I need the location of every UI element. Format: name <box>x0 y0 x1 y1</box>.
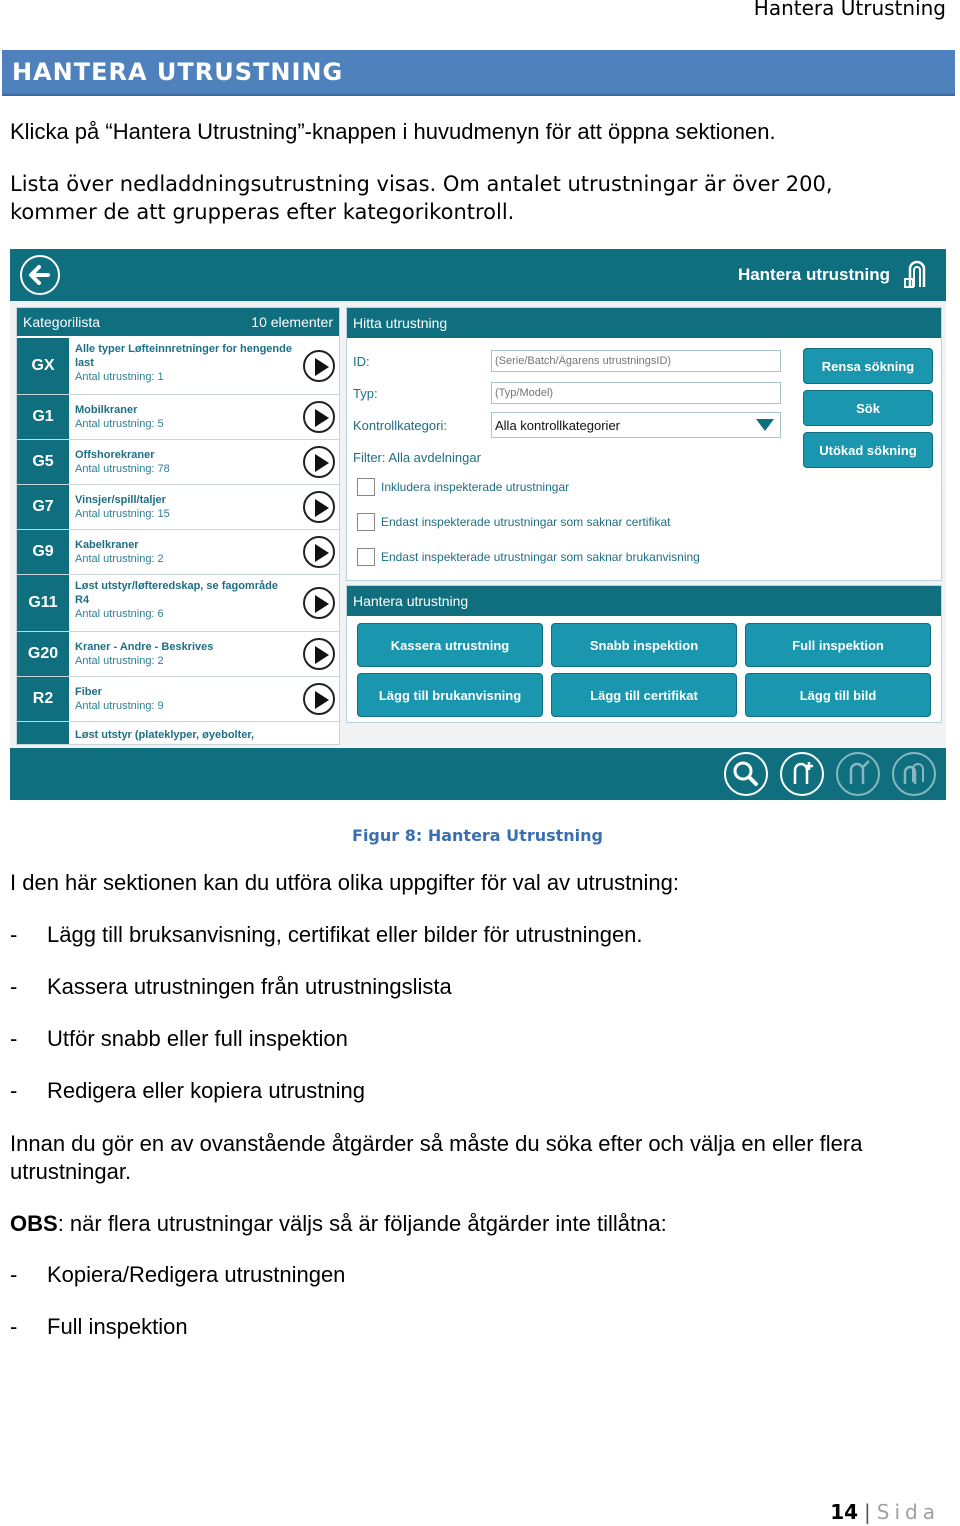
search-button[interactable]: Sök <box>803 390 933 426</box>
add-image-button[interactable]: Lägg till bild <box>745 673 931 717</box>
category-equipment-count: Antal utrustning: 1 <box>75 371 164 383</box>
checkbox-box[interactable] <box>357 513 375 531</box>
play-icon[interactable] <box>303 350 335 382</box>
category-list-header <box>17 308 339 336</box>
edit-equipment-icon[interactable] <box>836 752 880 796</box>
category-equipment-count: Antal utrustning: 5 <box>75 418 164 430</box>
category-code: G5 <box>17 440 69 484</box>
running-header: Hantera Utrustning <box>753 0 946 20</box>
copy-equipment-icon[interactable] <box>892 752 936 796</box>
manage-equipment-title: Hantera utrustning <box>353 593 469 609</box>
checkbox-missing-manual[interactable] <box>357 548 700 566</box>
type-label: Typ: <box>353 386 378 401</box>
app-screenshot <box>10 249 946 800</box>
play-icon[interactable] <box>303 401 335 433</box>
add-equipment-icon[interactable] <box>780 752 824 796</box>
category-code: G7 <box>17 485 69 529</box>
checkbox-box[interactable] <box>357 478 375 496</box>
bullet-dash: - <box>10 1078 18 1103</box>
checkbox-box[interactable] <box>357 548 375 566</box>
equipment-hook-icon <box>902 259 932 291</box>
full-inspection-button[interactable]: Full inspektion <box>745 623 931 667</box>
category-row[interactable] <box>17 440 339 485</box>
category-equipment-count: Antal utrustning: 6 <box>75 608 164 620</box>
play-icon[interactable] <box>303 683 335 715</box>
app-top-bar <box>10 249 946 301</box>
bullet-dash: - <box>10 974 18 999</box>
bullet-dash: - <box>10 1026 18 1051</box>
category-code: G1 <box>17 395 69 439</box>
intro-line-3: kommer de att grupperas efter kategorikontroll. <box>10 200 515 224</box>
app-title: Hantera utrustning <box>737 265 890 284</box>
quick-inspection-button[interactable]: Snabb inspektion <box>551 623 737 667</box>
control-category-label: Kontrollkategori: <box>353 418 447 433</box>
app-bottom-bar <box>10 748 946 800</box>
intro-line-2: Lista över nedladdningsutrustning visas. Om antalet utrustningar är över 200, <box>10 172 833 196</box>
find-equipment-panel <box>346 307 942 581</box>
category-name <box>75 493 295 521</box>
category-name-text: Løst utstyr/løfteredskap, se fagområde R4 <box>75 580 278 606</box>
category-name <box>75 640 295 668</box>
id-input[interactable] <box>491 350 781 372</box>
find-equipment-header <box>347 308 941 338</box>
checkbox-label: Endast inspekterade utrustningar som saknar brukanvisning <box>381 550 700 564</box>
category-name-text: Kraner - Andre - Beskrives <box>75 641 214 653</box>
section-title-bar <box>2 50 955 96</box>
discard-equipment-button[interactable]: Kassera utrustning <box>357 623 543 667</box>
category-code <box>17 722 69 745</box>
category-name-text: Alle typer Løfteinnretninger for hengende last <box>75 343 292 369</box>
category-name <box>75 448 295 476</box>
task-text: Utför snabb eller full inspektion <box>47 1026 348 1051</box>
category-row[interactable] <box>17 722 339 745</box>
play-icon[interactable] <box>303 536 335 568</box>
category-name-text: Kabelkraner <box>75 539 139 551</box>
body-intro: I den här sektionen kan du utföra olika uppgifter för val av utrustning: <box>10 870 679 895</box>
manage-equipment-header <box>347 586 941 616</box>
category-name-text: Offshorekraner <box>75 449 155 461</box>
category-name-text: Fiber <box>75 686 102 698</box>
figure-caption: Figur 8: Hantera Utrustning <box>352 826 603 845</box>
note-label: OBS <box>10 1211 58 1236</box>
play-icon[interactable] <box>303 491 335 523</box>
control-category-select[interactable] <box>491 412 781 438</box>
category-name <box>75 685 295 713</box>
advanced-search-button[interactable]: Utökad sökning <box>803 432 933 468</box>
category-code: G20 <box>17 632 69 676</box>
category-row[interactable] <box>17 530 339 575</box>
bullet-dash: - <box>10 1314 18 1339</box>
page-number: 14 <box>830 1500 859 1524</box>
intro-line-1: Klicka på “Hantera Utrustning”-knappen i huvudmenyn för att öppna sektionen. <box>10 119 776 144</box>
before-text: Innan du gör en av ovanstående åtgärder så måste du söka efter och välja en eller flera utrustningar. <box>10 1131 863 1184</box>
category-name-text: Vinsjer/spill/taljer <box>75 494 166 506</box>
note-text: : när flera utrustningar väljs så är följande åtgärder inte tillåtna: <box>57 1211 667 1236</box>
task-text: Kassera utrustningen från utrustningslista <box>47 974 452 999</box>
page-word: Sida <box>876 1500 940 1524</box>
category-equipment-count: Antal utrustning: 2 <box>75 553 164 565</box>
category-name <box>75 403 295 431</box>
category-equipment-count: Antal utrustning: 15 <box>75 508 170 520</box>
category-code: G9 <box>17 530 69 574</box>
category-list-title: Kategorilista <box>23 314 101 330</box>
task-text: Lägg till bruksanvisning, certifikat eller bilder för utrustningen. <box>47 922 643 947</box>
category-list-panel <box>16 307 340 745</box>
category-equipment-count: Antal utrustning: 78 <box>75 463 170 475</box>
category-row[interactable] <box>17 677 339 722</box>
back-icon[interactable] <box>20 255 60 295</box>
category-name <box>75 579 295 621</box>
note-paragraph <box>10 1210 667 1238</box>
id-label: ID: <box>353 354 370 369</box>
checkbox-missing-certificate[interactable] <box>357 513 670 531</box>
task-text: Redigera eller kopiera utrustning <box>47 1078 365 1103</box>
page-footer <box>830 1500 940 1524</box>
category-name-text: Mobilkraner <box>75 404 138 416</box>
play-icon[interactable] <box>303 446 335 478</box>
category-row[interactable] <box>17 395 339 440</box>
category-row[interactable] <box>17 338 339 395</box>
manage-equipment-panel <box>346 585 942 723</box>
category-name <box>75 342 295 384</box>
find-equipment-title: Hitta utrustning <box>353 315 448 331</box>
category-code: G11 <box>17 575 69 631</box>
bullet-dash: - <box>10 1262 18 1287</box>
category-row[interactable] <box>17 485 339 530</box>
checkbox-include-inspected[interactable] <box>357 478 569 496</box>
bullet-dash: - <box>10 922 18 947</box>
category-code: GX <box>17 338 69 394</box>
type-input[interactable] <box>491 382 781 404</box>
section-title: HANTERA UTRUSTNING <box>12 58 344 86</box>
category-name: Løst utstyr (plateklyper, øyebolter, <box>75 729 255 741</box>
restricted-text: Full inspektion <box>47 1314 188 1339</box>
clear-search-button[interactable]: Rensa sökning <box>803 348 933 384</box>
control-category-value: Alla kontrollkategorier <box>495 418 621 433</box>
category-row[interactable] <box>17 575 339 632</box>
add-manual-button[interactable]: Lägg till brukanvisning <box>357 673 543 717</box>
add-certificate-button[interactable]: Lägg till certifikat <box>551 673 737 717</box>
search-icon[interactable] <box>724 752 768 796</box>
play-icon[interactable] <box>303 587 335 619</box>
checkbox-label: Endast inspekterade utrustningar som saknar certifikat <box>381 515 671 529</box>
play-icon[interactable] <box>303 638 335 670</box>
category-name <box>75 538 295 566</box>
restricted-text: Kopiera/Redigera utrustningen <box>47 1262 346 1287</box>
checkbox-label: Inkludera inspekterade utrustningar <box>381 480 570 494</box>
footer-separator: | <box>864 1500 871 1524</box>
dropdown-arrow-icon <box>756 419 774 431</box>
filter-text: Filter: Alla avdelningar <box>353 450 481 465</box>
category-code: R2 <box>17 677 69 721</box>
category-equipment-count: Antal utrustning: 2 <box>75 655 164 667</box>
category-equipment-count: Antal utrustning: 9 <box>75 700 164 712</box>
category-count: 10 elementer <box>251 314 333 330</box>
category-row[interactable] <box>17 632 339 677</box>
